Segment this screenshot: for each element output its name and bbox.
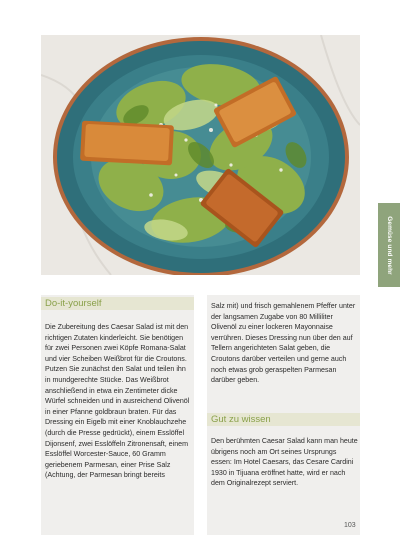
dressing-continuation-text: Salz mit) und frisch gemahlenem Pfeffer unter der langsamen Zugabe von 80 Milliliter Olivenöl zu einer lockeren Mayonnaise verrühren. Dieses Dressing nun über den auf Tellern angerichteten Salat geben, die Croutons darüber verteilen und gerne auch noch etwas grob geraspelten Parmesan darüber geben. — [211, 302, 356, 385]
gut-zu-wissen-heading: Gut zu wissen — [211, 414, 271, 425]
gut-zu-wissen-text: Den berühmten Caesar Salad kann man heute übrigens noch am Ort seines Ursprungs essen: Im Hotel Caesars, das Cesare Cardini 1930 in Tijuana eröffnet hatte, wird er nach dem Originalrezept serviert. — [211, 437, 358, 488]
page-number: 103 — [344, 522, 356, 529]
chapter-tab — [378, 203, 400, 287]
gut-zu-wissen-heading-bar — [207, 413, 360, 426]
do-it-yourself-heading-bar — [41, 297, 194, 310]
right-column-box — [207, 295, 360, 535]
salad-photo — [41, 35, 360, 275]
do-it-yourself-box — [41, 295, 194, 535]
do-it-yourself-heading: Do-it-yourself — [45, 298, 102, 309]
do-it-yourself-text: Die Zubereitung des Caesar Salad ist mit den richtigen Zutaten kinderleicht. Sie benötigen für zwei Personen zwei Köpfe Romana-Salat und vier Scheiben Weißbrot für die Croutons. Putzen Sie zunächst den Salat und teilen ihn in mundgerechte Stücke. Das Weißbrot anschließend in etwa ein Zentimeter dicke Würfel schneiden und in ausreichend Olivenöl in einer Pfanne goldbraun braten. Für das Dressing ein Eigelb mit einer Knoblauchzehe (durch die Presse gedrückt), einem Esslöffel Dijonsenf, zwei Esslöffeln Zitronensaft, einem Esslöffel Worcester-Sauce, 60 Gramm geriebenem Parmesan, einer Prise Salz (Achtung, der Parmesan bringt bereits — [45, 323, 190, 480]
chapter-tab-label: Gemüse und mehr — [385, 215, 393, 275]
